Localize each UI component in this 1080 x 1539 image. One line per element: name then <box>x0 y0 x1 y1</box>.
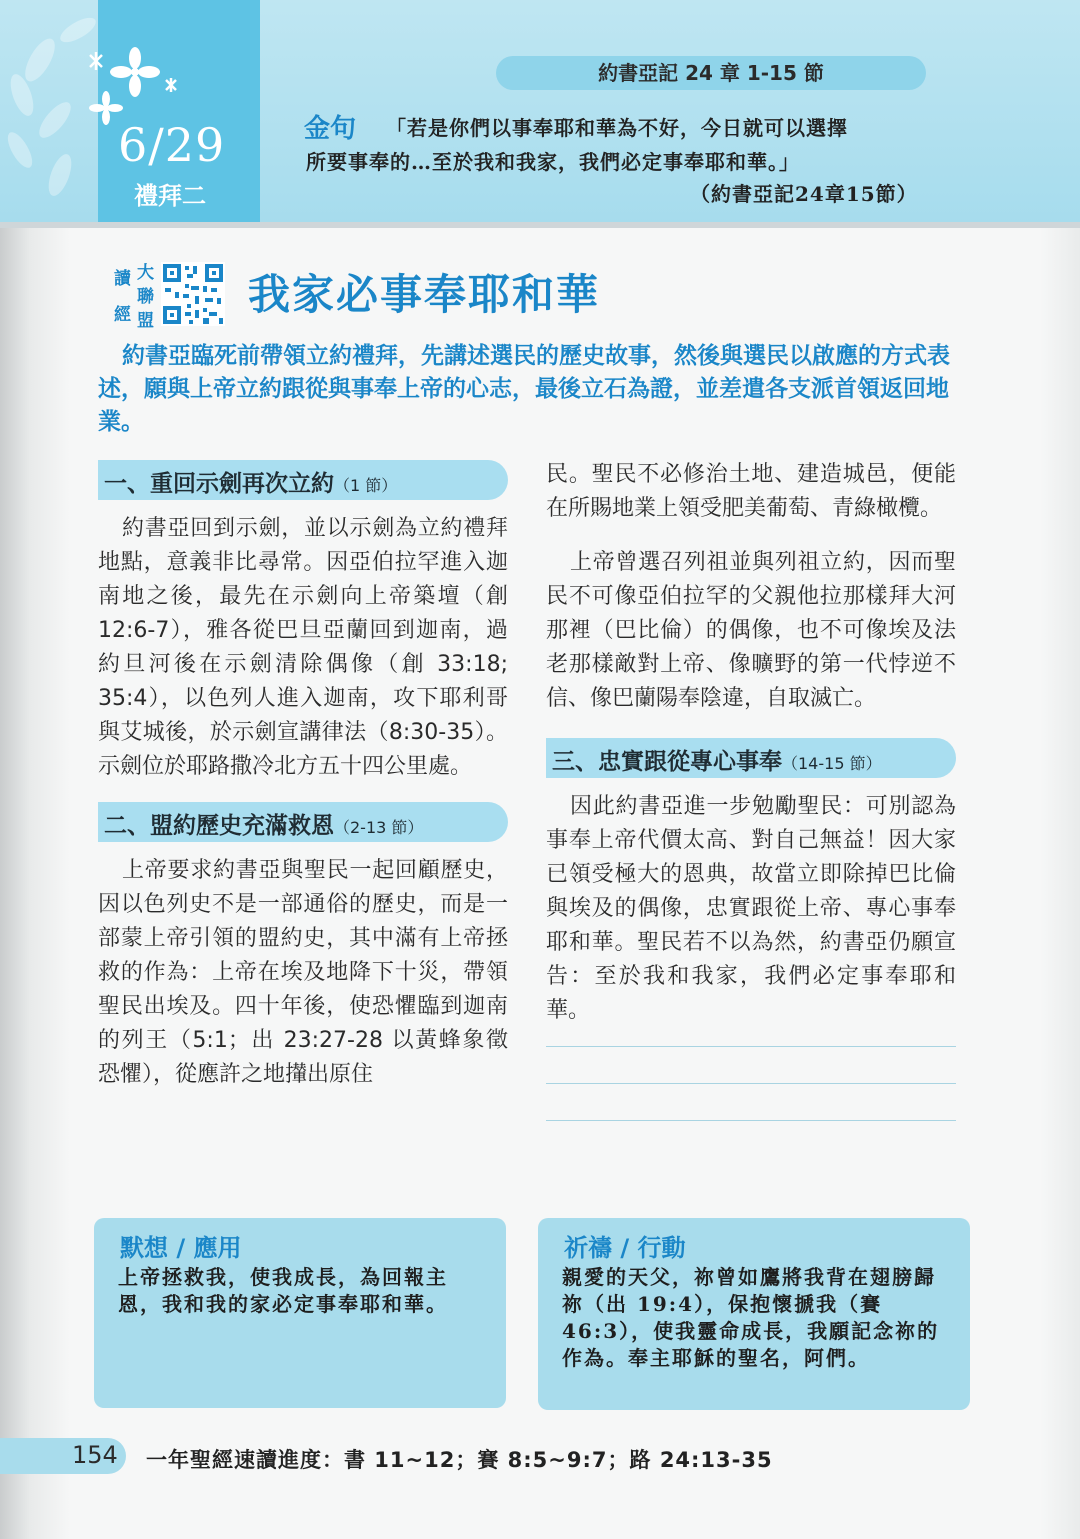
qr-label-char: 讀 <box>114 269 131 289</box>
golden-verse-line2: 所要事奉的…至於我和我家，我們必定事奉耶和華。」 <box>306 150 800 174</box>
note-line <box>546 1083 956 1084</box>
reading-progress: 一年聖經速讀進度：書 11~12；賽 8:5~9:7；路 24:13-35 <box>146 1448 773 1472</box>
qr-label-char: 聯 <box>137 287 154 307</box>
golden-verse-label: 金句 <box>304 114 357 144</box>
qr-label-char: 盟 <box>137 311 154 331</box>
date: 6/29 <box>118 118 226 172</box>
section-range: （1 節） <box>334 476 398 495</box>
page-number: 154 <box>72 1441 118 1469</box>
meditation-title: 默想 / 應用 <box>120 1234 242 1262</box>
note-line <box>546 1120 956 1121</box>
section-range: （2-13 節） <box>334 818 424 837</box>
golden-verse-line1: 「若是你們以事奉耶和華為不好，今日就可以選擇 <box>386 116 848 140</box>
section-heading-3 <box>546 738 956 778</box>
weekday: 禮拜二 <box>134 182 206 210</box>
prayer-title: 祈禱 / 行動 <box>564 1234 686 1262</box>
scripture-reference: 約書亞記 24 章 1-15 節 <box>598 61 824 85</box>
section-2-text: 上帝要求約書亞與聖民一起回顧歷史，因以色列史不是一部通俗的歷史，而是一部蒙上帝引領的盟約史，其中滿有上帝拯救的作為：上帝在埃及地降下十災，帶領聖民出埃及。四十年後，使恐懼臨到迦南的列王（5:1；出 23:27-28 以黃蜂象徵恐懼），從應許之地攆出原住 <box>98 858 508 1087</box>
section-heading-1 <box>98 460 508 500</box>
section-title: 二、盟約歷史充滿救恩 <box>104 813 334 839</box>
header-divider <box>0 222 1080 228</box>
section-title: 一、重回示劍再次立約 <box>104 471 334 497</box>
section-range: （14-15 節） <box>782 754 882 773</box>
section-1-text: 約書亞回到示劍，並以示劍為立約禮拜地點，意義非比尋常。因亞伯拉罕進入迦南地之後，最先在示劍向上帝築壇（創 12:6-7），雅各從巴旦亞蘭回到迦南，過約旦河後在示劍清除偶像（創 33:18; 35:4），以色列人進入迦南，攻下耶利哥與艾城後，於示劍宣講律法（8:30-35）。示劍位於耶路撒冷北方五十四公里處。 <box>98 516 508 779</box>
prayer-body: 親愛的天父，祢曾如鷹將我背在翅膀歸祢（出 19:4），保抱懷搋我（賽 46:3），使我靈命成長，我願記念祢的作為。奉主耶穌的聖名，阿們。 <box>562 1265 940 1370</box>
left-column <box>98 460 508 1104</box>
section-heading-2 <box>98 802 508 842</box>
meditation-box <box>94 1218 506 1408</box>
section-2-text-2: 上帝曾選召列祖並與列祖立約，因而聖民不可像亞伯拉罕的父親他拉那樣拜大河那裡（巴比倫）的偶像，也不可像埃及法老那樣敵對上帝、像曠野的第一代悖逆不信、像巴蘭陽奉陰違，自取滅亡。 <box>546 550 956 711</box>
section-3-text: 因此約書亞進一步勉勵聖民：可別認為事奉上帝代價太高、對自己無益！因大家已領受極大的恩典，故當立即除掉巴比倫與埃及的偶像，忠實跟從上帝、專心事奉耶和華。聖民若不以為然，約書亞仍願宣告：至於我和我家，我們必定事奉耶和華。 <box>546 794 956 1023</box>
meditation-body: 上帝拯救我，使我成長，為回報主恩，我和我的家必定事奉耶和華。 <box>118 1265 448 1316</box>
section-title: 三、忠實跟從專心事奉 <box>552 749 782 775</box>
qr-code-icon[interactable] <box>161 262 225 326</box>
section-2-continued: 民。聖民不必修治土地、建造城邑，便能在所賜地業上領受肥美葡萄、青綠橄欖。 <box>546 462 956 521</box>
right-column <box>546 458 956 1121</box>
qr-label-char: 經 <box>114 305 131 325</box>
golden-verse-source: （約書亞記24章15節） <box>690 182 918 206</box>
intro-paragraph: 約書亞臨死前帶領立約禮拜，先講述選民的歷史故事，然後與選民以啟應的方式表述，願與上帝立約跟從與事奉上帝的心志，最後立石為證，並差遣各支派首領返回地業。 <box>98 343 950 435</box>
page-title: 我家必事奉耶和華 <box>248 270 601 319</box>
note-line <box>546 1046 956 1047</box>
qr-label-char: 大 <box>137 263 154 283</box>
prayer-box <box>538 1218 970 1410</box>
